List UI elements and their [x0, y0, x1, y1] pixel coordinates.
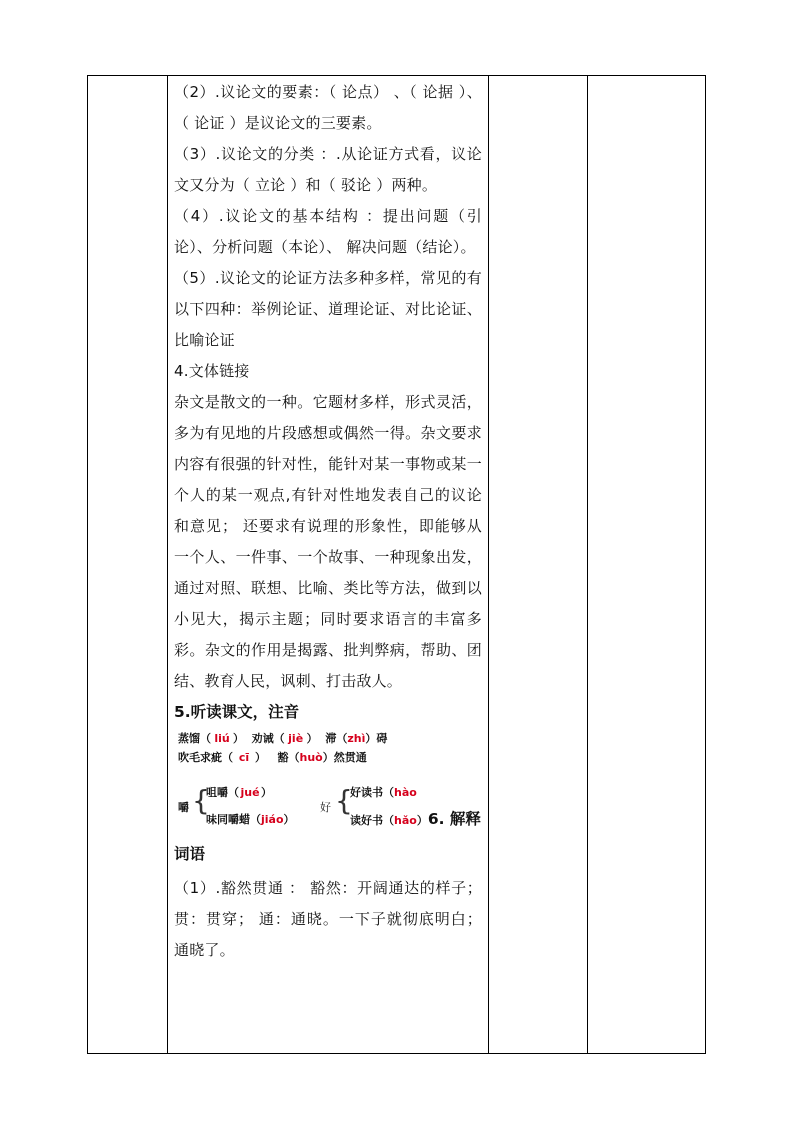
word-text: 蒸馏（ [178, 732, 211, 745]
para-methods: （5）.议论文的论证方法多种多样，常见的有以下四种：举例论证、道理论证、对比论证、比喻论证 [174, 269, 482, 349]
pinyin-answer: hǎo [394, 814, 417, 827]
para-zawen: 杂文是散文的一种。它题材多样，形式灵活，多为有见地的片段感想或偶然一得。杂文要求内容有很强的针对性，能针对某一事物或某一个人的某一观点,有针对性地发表自己的议论和意见； 还要求有说理的形象性，即能够从一个人、一件事、一个故事、一种现象出发，通过对照、联想、比喻、类比等方法，做到以小见大，揭示主题；同时要求语言的丰富多彩。杂文的作用是揭露、批判弊病，帮助、团结、教育人民，讽刺、打击敌人。 [174, 393, 482, 690]
para-elements: （2）.议论文的要素：（ 论点） 、（ 论据 ）、（ 论证 ）是议论文的三要素。 [174, 83, 482, 132]
polyphone-item [350, 810, 481, 830]
para-definition: （1）.豁然贯通 ： 豁然：开阔通达的样子；贯：贯穿； 通：通晓。一下子就彻底明白；通晓了。 [174, 879, 482, 959]
word-text: 咀嚼（ [206, 786, 239, 799]
word-text: ） [306, 732, 318, 745]
polyphone-item [206, 783, 272, 802]
pinyin-answer: jiè [288, 732, 304, 745]
column-divider [167, 76, 168, 1053]
para-classification: （3）.议论文的分类 ：.从论证方式看，议论文又分为（ 立论 ）和（ 驳论 ）两种。 [174, 145, 482, 194]
section-title-pinyin: 5.听读课文，注音 [174, 703, 300, 721]
polyphone-head: 好 [320, 801, 331, 814]
word-text: ） [283, 813, 295, 826]
word-text: ） [261, 786, 272, 799]
polyphone-item [350, 783, 417, 802]
pinyin-row-1 [174, 729, 482, 748]
section-title-vocab-cont: 词语 [174, 845, 206, 863]
brace-icon: { [192, 784, 210, 817]
column-divider [488, 76, 489, 1053]
pinyin-answer: jiáo [261, 813, 284, 826]
pinyin-answer: zhì [347, 732, 366, 745]
word-text: 吹毛求疵（ [178, 751, 233, 764]
word-text: 滞（ [325, 732, 348, 745]
word-text: ）然贯通 [322, 751, 367, 764]
word-text: 豁（ [277, 751, 300, 764]
word-text: ） [255, 751, 266, 764]
para-structure: （4）.议论文的基本结构 ：提出问题（引论）、分析问题（本论）、 解决问题（结论）。 [174, 207, 482, 256]
brace-icon: { [335, 784, 353, 817]
pinyin-row-2 [174, 748, 482, 767]
polyphone-block [174, 779, 482, 839]
word-text: 读好书（ [350, 814, 394, 827]
pinyin-answer: cī [238, 751, 250, 764]
word-text: 劝诫（ [251, 732, 285, 745]
word-text: 好读书（ [350, 786, 394, 799]
polyphone-item [206, 810, 295, 829]
pinyin-answer: liú [214, 732, 230, 745]
word-text: ） [416, 814, 428, 827]
pinyin-answer: jué [240, 786, 260, 799]
pinyin-answer: huò [299, 751, 323, 764]
section-title-vocab: 6. 解释 [427, 810, 481, 828]
word-text: 味同嚼蜡（ [206, 813, 261, 826]
polyphone-head: 嚼 [178, 801, 189, 814]
column-divider [587, 76, 588, 1053]
content-cell [174, 77, 482, 966]
word-text: ） [233, 732, 244, 745]
pinyin-answer: hào [394, 786, 417, 799]
word-text: ）碍 [365, 732, 388, 745]
section-title-genre: 4.文体链接 [174, 362, 250, 380]
